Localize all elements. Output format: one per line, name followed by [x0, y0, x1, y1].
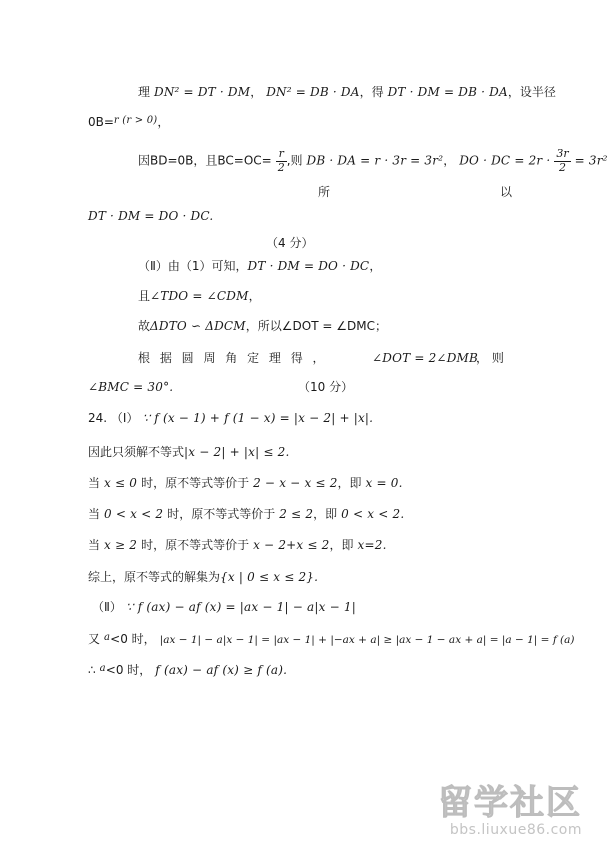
text: 理 [138, 85, 151, 99]
line-10-text: 根 据 圆 周 角 定 理 得 ， [138, 351, 328, 365]
formula: r (r > 0) [113, 115, 158, 126]
line-5: DT · DM = DO · DC. [88, 209, 214, 223]
text: （Ⅱ） [92, 600, 122, 614]
line-11-formula: ∠BMC = 30°. [88, 380, 174, 394]
line-20 [88, 664, 287, 677]
formula: f (ax) − af (x) ≥ f (a). [155, 663, 288, 677]
text: 24. （Ⅰ） [88, 411, 139, 425]
denominator: 2 [277, 160, 285, 174]
text: 时，原不等式等价于 [141, 538, 250, 552]
text: ， [369, 259, 382, 273]
formula: DO · DC = 2r · [459, 153, 551, 168]
denominator: 2 [559, 160, 567, 174]
watermark [438, 775, 582, 838]
text: <0 时， [105, 663, 152, 677]
text: 时，原不等式等价于 [141, 476, 250, 490]
text: ， [157, 115, 170, 129]
formula: |ax − 1| − a|x − 1| = |ax − 1| + |−ax + a| ≥ |ax − 1 − ax + a| = |a − 1| = f (a) [159, 634, 575, 646]
formula: 0 < x < 2 [104, 507, 164, 521]
formula: ΔDTO ∽ ΔDCM [150, 319, 246, 333]
formula: x = 0. [365, 476, 403, 490]
line-14 [88, 477, 403, 490]
line-19 [88, 633, 575, 646]
line-8 [138, 290, 261, 303]
formula: 2 ≤ 2 [279, 507, 314, 521]
line-17 [88, 571, 318, 584]
line-13 [88, 446, 289, 459]
text: ，即 [329, 538, 354, 552]
numerator: r [276, 148, 287, 162]
line-1 [138, 86, 556, 99]
text: 且 [138, 289, 151, 303]
text: ， [250, 85, 263, 99]
formula: x=2. [357, 538, 387, 552]
line-15 [88, 508, 404, 521]
watermark-logo: 留学社区 [438, 783, 582, 823]
line-7 [138, 260, 381, 273]
line-6-score: （4 分） [266, 236, 314, 250]
text: ,则 [286, 153, 303, 168]
line-18 [92, 601, 356, 614]
fraction-r-over-2 [276, 148, 287, 174]
formula: = 3r² [574, 153, 608, 168]
line-12 [88, 412, 373, 425]
text: ， [443, 153, 456, 168]
text: ，设半径 [507, 85, 556, 99]
formula: DB · DA = r · 3r = 3r² [306, 153, 444, 168]
line-10-formula: ∠DOT = 2∠DMB [372, 351, 479, 365]
formula: 0 < x < 2. [341, 507, 405, 521]
text: 又 [88, 632, 101, 646]
formula: a [104, 632, 111, 643]
line-10-end: ， 则 [476, 351, 504, 365]
text: 综上，原不等式的解集为 [88, 570, 221, 584]
text: 当 [88, 507, 101, 521]
line-16 [88, 539, 387, 552]
line-4-suo: 所 [318, 185, 331, 199]
text: <0 时， [110, 632, 156, 646]
formula: DT · DM = DO · DC [247, 259, 370, 273]
text: （Ⅱ）由（1）可知， [138, 259, 248, 273]
text: ，所以∠DOT = ∠DMC； [245, 319, 387, 333]
text: ， [248, 289, 261, 303]
formula: x ≤ 0 [104, 476, 138, 490]
formula: x − 2+x ≤ 2 [253, 538, 330, 552]
formula: |x − 2| + |x| ≤ 2. [184, 445, 290, 459]
text: 因此只须解不等式 [88, 445, 185, 459]
formula: DN² = DT · DM [154, 85, 251, 99]
text: 故 [138, 319, 151, 333]
formula: ∵ f (x − 1) + f (1 − x) = |x − 2| + |x|. [142, 411, 374, 425]
fraction-3r-over-2 [554, 148, 570, 174]
formula: DN² = DB · DA [266, 85, 360, 99]
formula: ∵ f (ax) − af (x) = |ax − 1| − a|x − 1| [125, 600, 356, 614]
text: ，即 [313, 507, 338, 521]
text: 0B= [88, 115, 114, 129]
line-3 [138, 148, 608, 174]
line-9 [138, 320, 387, 333]
formula: x ≥ 2 [104, 538, 138, 552]
numerator: 3r [556, 147, 569, 160]
text: 时，原不等式等价于 [167, 507, 276, 521]
text: 因BD=0B，且BC=OC= [138, 153, 272, 168]
text: 当 [88, 476, 101, 490]
formula: {x | 0 ≤ x ≤ 2}. [220, 570, 319, 584]
formula: ∠TDO = ∠CDM [150, 289, 249, 303]
line-4-yi: 以 [500, 185, 513, 199]
formula: DT · DM = DB · DA [387, 85, 508, 99]
text: ，即 [337, 476, 362, 490]
watermark-url: bbs.liuxue86.com [449, 822, 582, 838]
text: ∴ [88, 663, 96, 677]
line-11-score: （10 分） [298, 380, 354, 394]
formula: a [99, 663, 106, 674]
formula: 2 − x − x ≤ 2 [253, 476, 338, 490]
line-2 [88, 116, 169, 129]
text: ，得 [359, 85, 384, 99]
text: 当 [88, 538, 101, 552]
